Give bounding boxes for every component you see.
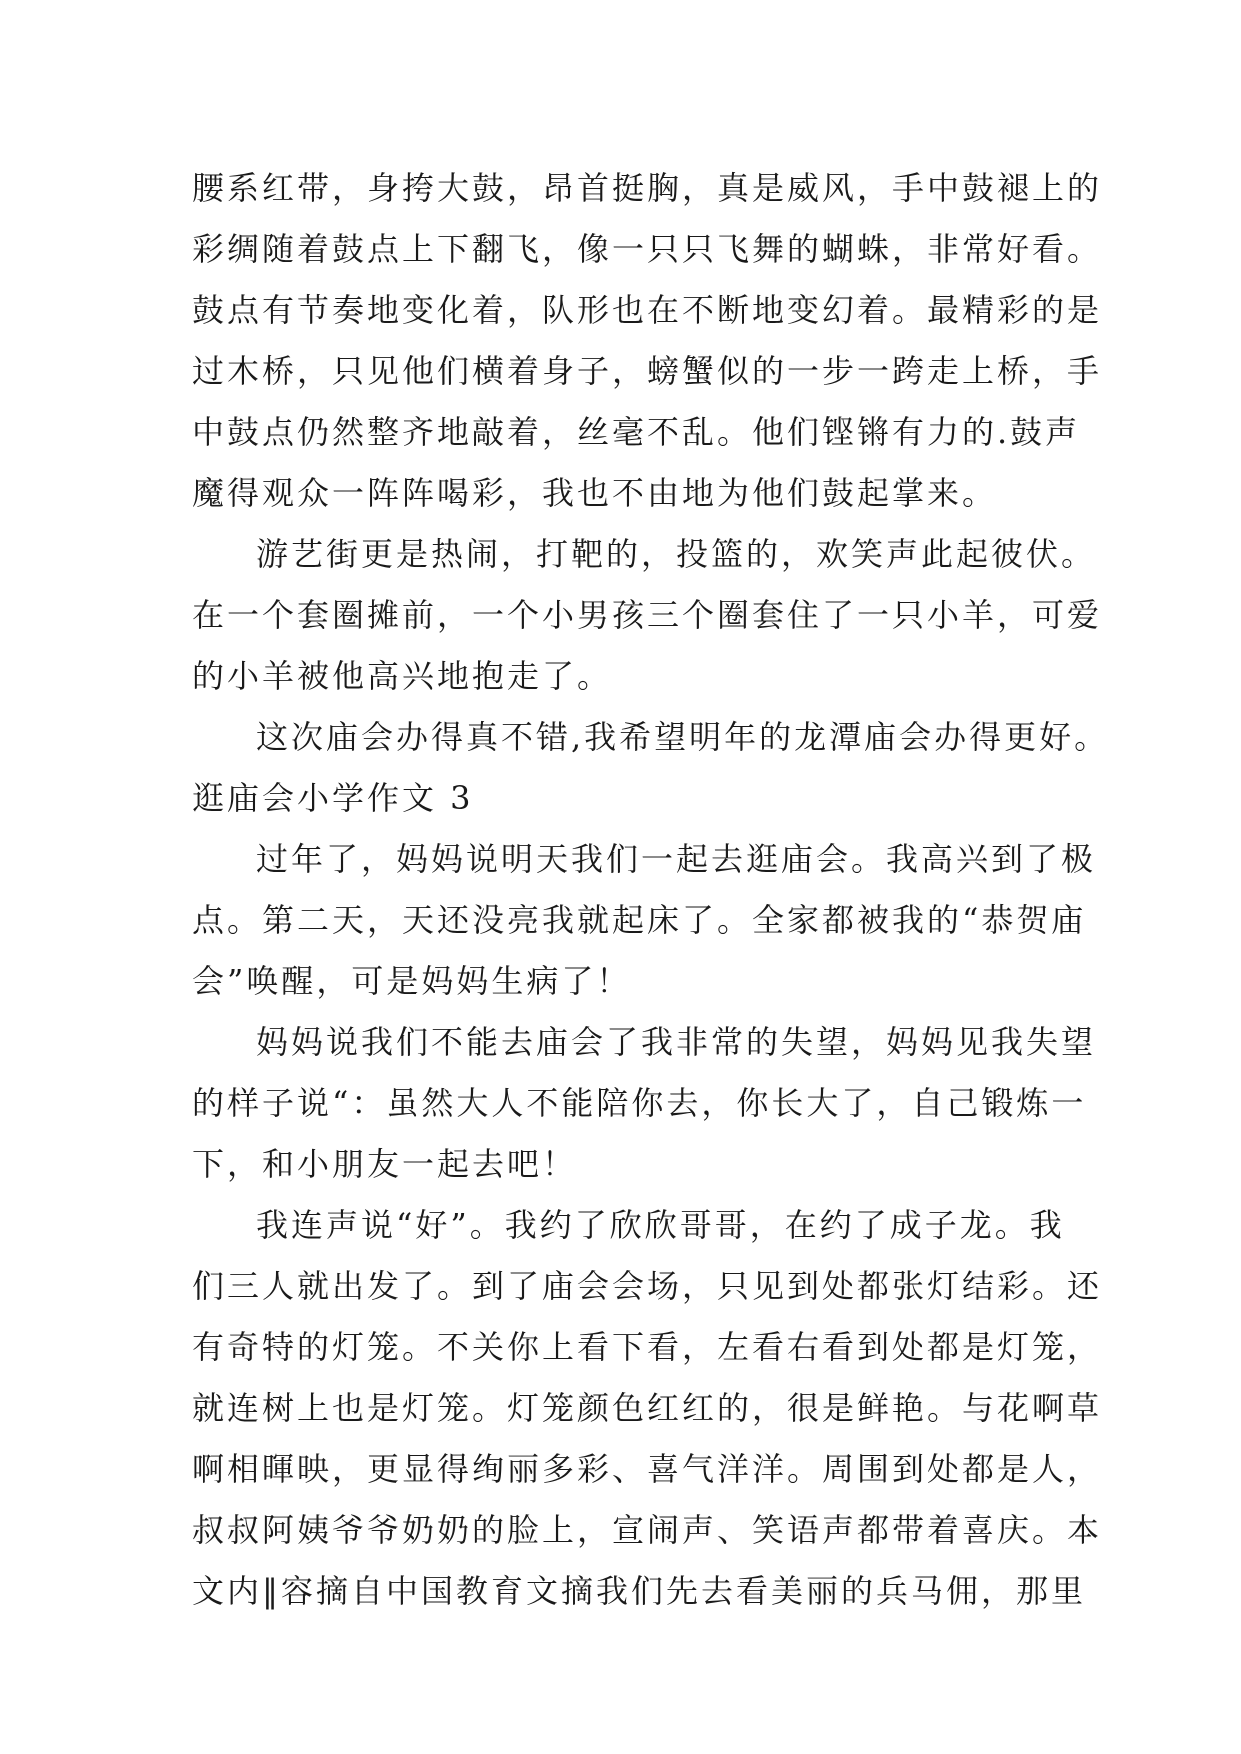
text-line: 啊相暉映，更显得绚丽多彩、喜气洋洋。周围到处都是人， (192, 1450, 1103, 1488)
paragraph-start-line: 游艺街更是热闹，打靶的，投篮的，欢笑声此起彼伏。 (256, 535, 1097, 573)
text-line: 点。第二天，天还没亮我就起床了。全家都被我的“恭贺庙 (192, 901, 1087, 939)
text-line: 中鼓点仍然整齐地敲着，丝毫不乱。他们铿锵有力的.鼓声 (192, 413, 1081, 451)
text-line: 在一个套圈摊前，一个小男孩三个圈套住了一只小羊，可爱 (192, 596, 1103, 634)
text-line: 的小羊被他高兴地抱走了。 (192, 657, 613, 695)
paragraph-start-line: 这次庙会办得真不错,我希望明年的龙潭庙会办得更好。 (256, 718, 1110, 756)
text-line: 彩绸随着鼓点上下翻飞，像一只只飞舞的蝴蛛，非常好看。 (192, 230, 1103, 268)
paragraph-start-line: 我连声说“好”。我约了欣欣哥哥，在约了成子龙。我 (256, 1206, 1065, 1244)
text-line: 们三人就出发了。到了庙会会场，只见到处都张灯结彩。还 (192, 1267, 1103, 1305)
text-line: 叔叔阿姨爷爷奶奶的脸上，宣闹声、笑语声都带着喜庆。本 (192, 1511, 1103, 1549)
text-line: 的样子说“：虽然大人不能陪你去，你长大了，自己锻炼一 (192, 1084, 1087, 1122)
paragraph-start-line: 妈妈说我们不能去庙会了我非常的失望，妈妈见我失望 (256, 1023, 1097, 1061)
text-line: 文内‖容摘自中国教育文摘我们先去看美丽的兵马佣，那里 (192, 1572, 1087, 1610)
text-line: 腰系红带，身挎大鼓，昂首挺胸，真是威风，手中鼓褪上的 (192, 169, 1103, 207)
text-line: 逛庙会小学作文 3 (192, 779, 474, 817)
document-body (192, 158, 1110, 1622)
text-line: 有奇特的灯笼。不关你上看下看，左看右看到处都是灯笼， (192, 1328, 1103, 1366)
text-line: 就连树上也是灯笼。灯笼颜色红红的，很是鲜艳。与花啊草 (192, 1389, 1103, 1427)
paragraph-start-line: 过年了，妈妈说明天我们一起去逛庙会。我高兴到了极 (256, 840, 1097, 878)
text-line: 鼓点有节奏地变化着，队形也在不断地变幻着。最精彩的是 (192, 291, 1103, 329)
text-line: 魔得观众一阵阵喝彩，我也不由地为他们鼓起掌来。 (192, 474, 998, 512)
text-line: 会”唤醒，可是妈妈生病了！ (192, 962, 632, 1000)
text-line: 下，和小朋友一起去吧！ (192, 1145, 578, 1183)
text-line: 过木桥，只见他们横着身子，螃蟹似的一步一跨走上桥，手 (192, 352, 1103, 390)
